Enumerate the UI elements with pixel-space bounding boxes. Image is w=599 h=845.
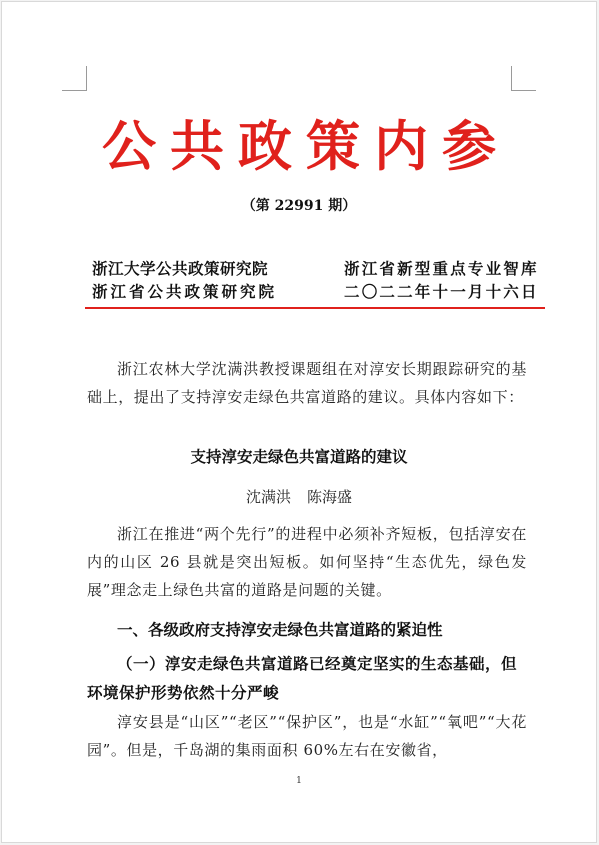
crop-mark-top-left — [62, 66, 87, 91]
body-paragraph: 浙江在推进“两个先行”的进程中必须补齐短板，包括淳安在内的山区 26 县就是突出短板。如何坚持“生态优先，绿色发展”理念走上绿色共富的道路是问题的关键。 — [87, 525, 527, 599]
publisher-line-2: 浙江省公共政策研究院 — [92, 282, 278, 301]
section-heading: 一、各级政府支持淳安走绿色共富道路的紧迫性 — [117, 621, 443, 639]
header-divider — [85, 307, 545, 309]
think-tank-label: 浙江省新型重点专业智库 — [344, 259, 539, 278]
page-number: 1 — [296, 776, 302, 786]
intro-paragraph: 浙江农林大学沈满洪教授课题组在对淳安长期跟踪研究的基础上，提出了支持淳安走绿色共富道路的建议。具体内容如下： — [87, 360, 527, 406]
subsection-heading: （一）淳安走绿色共富道路已经奠定坚实的生态基础，但环境保护形势依然十分严峻 — [87, 654, 518, 702]
issue-number: （第 22991 期） — [241, 198, 357, 214]
author-name: 沈满洪 — [245, 488, 291, 506]
body-paragraph: 淳安县是“山区”“老区”“保护区”，也是“水缸”“氧吧”“大花园”。但是，千岛湖的集雨面积 60%左右在安徽省， — [87, 713, 527, 759]
publisher-line-1: 浙江大学公共政策研究院 — [92, 259, 269, 278]
publish-date: 二〇二二年十一月十六日 — [344, 282, 539, 301]
article-title: 支持淳安走绿色共富道路的建议 — [190, 448, 408, 466]
author-line — [2, 486, 596, 507]
crop-mark-top-right — [511, 66, 536, 91]
masthead-title: 公共政策内参 — [102, 114, 510, 178]
author-name: 陈海盛 — [307, 488, 353, 506]
document-page — [1, 1, 597, 843]
